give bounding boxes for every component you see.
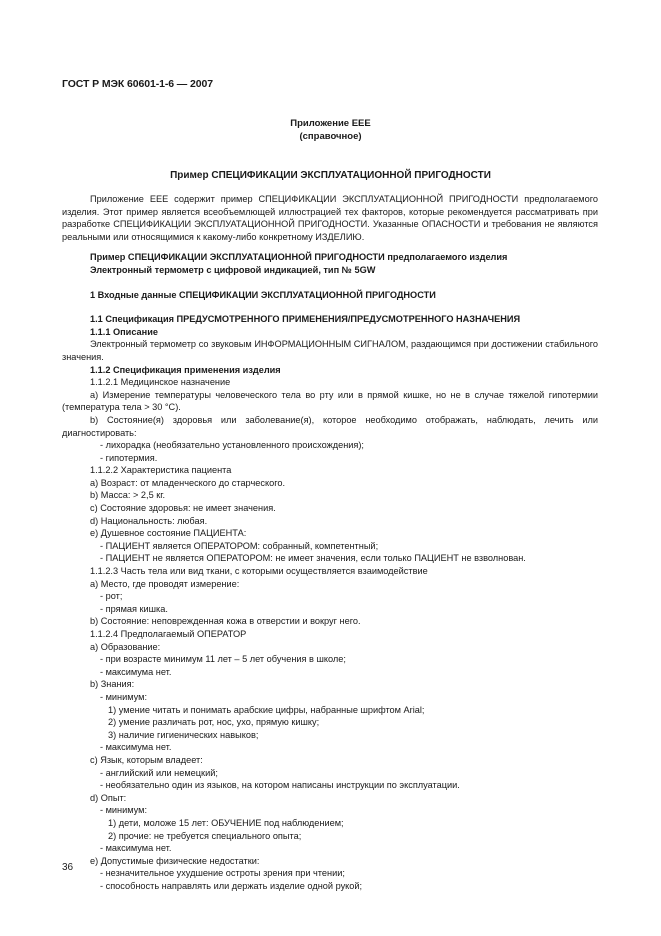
list-item: - рот;	[100, 591, 123, 602]
list-item: - гипотермия.	[100, 452, 158, 463]
list-item: 2) прочие: не требуется специального опыта;	[108, 830, 302, 841]
list-item: - максимума нет.	[100, 666, 172, 677]
list-item: - минимум:	[100, 805, 148, 816]
list-item: - максимума нет.	[100, 742, 172, 753]
document-body	[62, 193, 598, 892]
list-item: b) Состояние(я) здоровья или заболевание(я), которое необходимо отображать, наблюдать, лечить или диагностировать:	[62, 414, 598, 438]
list-item: - максимума нет.	[100, 843, 172, 854]
list-item: c) Состояние здоровья: не имеет значения.	[90, 503, 276, 514]
list-item: 2) умение различать рот, нос, ухо, прямую кишку;	[108, 717, 320, 728]
section-1-1-heading: 1.1 Спецификация ПРЕДУСМОТРЕННОГО ПРИМЕНЕНИЯ/ПРЕДУСМОТРЕННОГО НАЗНАЧЕНИЯ	[90, 314, 521, 325]
section-1-1-1-text: Электронный термометр со звуковым ИНФОРМАЦИОННЫМ СИГНАЛОМ, раздающимся при достижении стабильного значения.	[62, 339, 598, 362]
list-item: a) Место, где проводят измерение:	[90, 578, 240, 589]
list-item: 1.1.2.4 Предполагаемый ОПЕРАТОР	[90, 629, 247, 639]
list-item: e) Душевное состояние ПАЦИЕНТА:	[90, 528, 247, 539]
list-item: a) Образование:	[90, 641, 161, 652]
list-item: - при возрасте минимум 11 лет – 5 лет обучения в школе;	[100, 654, 346, 665]
list-item: - ПАЦИЕНТ является ОПЕРАТОРОМ: собранный, компетентный;	[100, 540, 379, 551]
list-item: - ПАЦИЕНТ не является ОПЕРАТОРОМ: не имеет значения, если только ПАЦИЕНТ не взволнован.	[100, 553, 526, 564]
list-item: 1) дети, моложе 15 лет: ОБУЧЕНИЕ под наблюдением;	[108, 817, 344, 828]
list-item: b) Состояние: неповрежденная кожа в отверстии и вокруг него.	[90, 616, 361, 627]
list-item: a) Возраст: от младенческого до старческого.	[90, 477, 285, 488]
list-item: 1.1.2.3 Часть тела или вид ткани, с которыми осуществляется взаимодействие	[90, 566, 428, 577]
list-item: - английский или немецкий;	[100, 767, 218, 778]
list-item: 3) наличие гигиенических навыков;	[108, 729, 259, 740]
annex-subtitle: (справочное)	[299, 131, 362, 142]
intro-paragraph: Приложение ЕЕЕ содержит пример СПЕЦИФИКАЦИИ ЭКСПЛУАТАЦИОННОЙ ПРИГОДНОСТИ предполагаемого изделия. Этот пример является всеобъемлющей иллюстрацией тех факторов, которые рекомендуется рассматривать при разработке СПЕЦИФИКАЦИИ ЭКСПЛУАТАЦИОННОЙ ПРИГОДНОСТИ. Указанные ОПАСНОСТИ и требования не являются реальными или относящимися к какому-либо конкретному ИЗДЕЛИЮ.	[62, 194, 598, 242]
example-device: Электронный термометр с цифровой индикацией, тип № 5GW	[90, 264, 376, 275]
section-1-1-2-heading: 1.1.2 Спецификация применения изделия	[90, 364, 281, 375]
section-1-1-1-heading: 1.1.1 Описание	[90, 326, 158, 337]
list-item: 1.1.2.2 Характеристика пациента	[90, 465, 232, 476]
list-item: - минимум:	[100, 691, 148, 702]
list-item: 1.1.2.1 Медицинское назначение	[90, 377, 231, 388]
list-item: - необязательно один из языков, на котором написаны инструкции по эксплуатации.	[100, 780, 460, 791]
annex-title: Приложение ЕЕЕ	[290, 118, 371, 129]
list-item: - прямая кишка.	[100, 603, 168, 614]
standard-header: ГОСТ Р МЭК 60601-1-6 — 2007	[62, 78, 213, 90]
list-item: c) Язык, которым владеет:	[90, 754, 203, 765]
example-heading: Пример СПЕЦИФИКАЦИИ ЭКСПЛУАТАЦИОННОЙ ПРИГОДНОСТИ предполагаемого изделия	[90, 252, 508, 263]
list-item: d) Опыт:	[90, 792, 127, 803]
list-item: - незначительное ухудшение остроты зрения при чтении;	[100, 868, 345, 879]
list-item: e) Допустимые физические недостатки:	[90, 855, 260, 866]
list-item: - лихорадка (необязательно установленного происхождения);	[100, 440, 364, 451]
list-item: d) Национальность: любая.	[90, 515, 208, 526]
list-item: 1) умение читать и понимать арабские цифры, набранные шрифтом Arial;	[108, 704, 425, 715]
document-title: Пример СПЕЦИФИКАЦИИ ЭКСПЛУАТАЦИОННОЙ ПРИГОДНОСТИ	[170, 170, 491, 181]
list-item: b) Масса: > 2,5 кг.	[90, 490, 166, 501]
list-item: - способность направлять или держать изделие одной рукой;	[100, 880, 363, 891]
list-item: b) Знания:	[90, 679, 135, 690]
list-item: a) Измерение температуры человеческого тела во рту или в прямой кишке, но не в случае тяжелой гипотермии (температура тела > 30 °С).	[62, 389, 598, 413]
section-1-heading: 1 Входные данные СПЕЦИФИКАЦИИ ЭКСПЛУАТАЦИОННОЙ ПРИГОДНОСТИ	[90, 289, 436, 300]
page-number: 36	[62, 862, 74, 873]
